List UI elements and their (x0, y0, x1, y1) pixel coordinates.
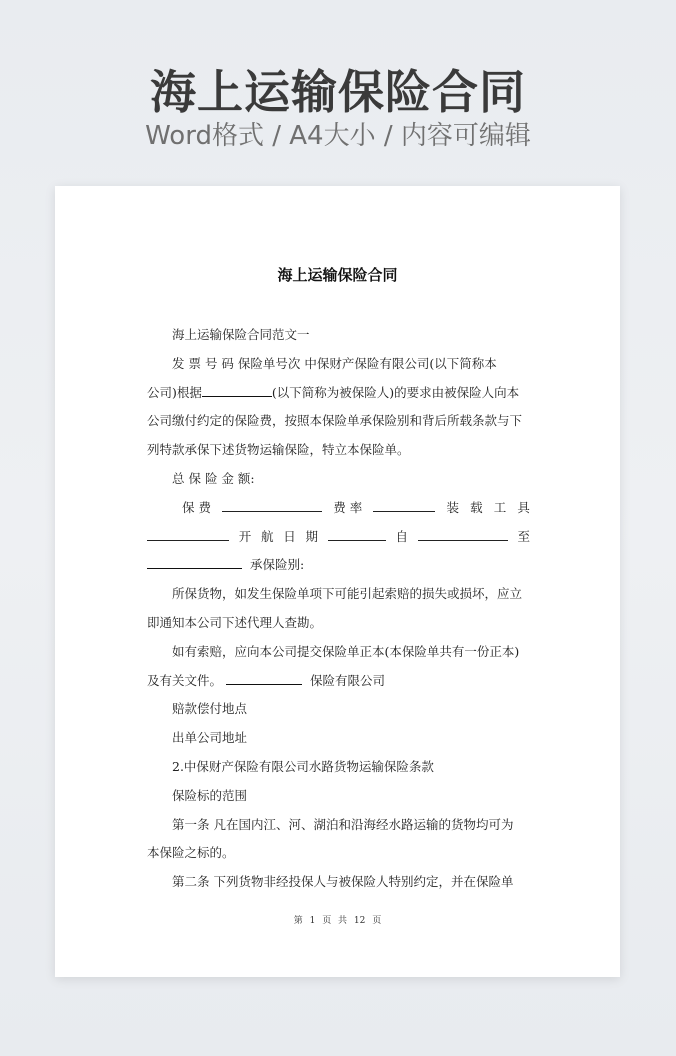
paragraph-line: 所保货物，如发生保险单项下可能引起索赔的损失或损坏，应立 (172, 586, 523, 602)
label-char: 装 (446, 499, 459, 515)
paragraph-line: 赔款偿付地点 (172, 701, 248, 717)
paragraph-line: 列特款承保下述货物运输保险，特立本保险单。 (147, 442, 410, 458)
banner-title: 海上运输保险合同 (150, 65, 526, 119)
fill-blank[interactable] (373, 497, 435, 512)
fill-blank[interactable] (328, 526, 386, 541)
line-text: 公司)根据 (147, 384, 202, 400)
fill-blank[interactable] (222, 497, 322, 512)
paragraph-line: 海上运输保险合同范文一 (172, 327, 310, 342)
line-text: 及有关文件。 (147, 672, 223, 688)
label-from: 自 (395, 528, 408, 544)
label-char: 期 (305, 528, 318, 544)
label-premium: 保 费 (182, 499, 211, 515)
page-footer: 第 1 页 共 12 页 (293, 916, 382, 926)
form-row-sailing (147, 523, 530, 552)
fill-blank[interactable] (418, 526, 508, 541)
banner-subtitle: Word格式 / A4大小 / 内容可编辑 (145, 121, 531, 151)
label-rate: 费 率 (333, 499, 363, 515)
paragraph-line: 第二条 下列货物非经投保人与被保险人特别约定，并在保险单 (172, 874, 514, 890)
fill-blank[interactable] (202, 382, 272, 397)
paragraph-line: 本保险之标的。 (147, 845, 235, 861)
label-char: 开 (238, 528, 252, 544)
label-char: 工 (493, 499, 507, 515)
line-text: 承保险别: (249, 557, 305, 573)
label-char: 日 (283, 528, 296, 544)
paragraph-line: 发 票 号 码 保险单号次 中保财产保险有限公司(以下简称本 (172, 355, 497, 371)
fill-blank[interactable] (147, 554, 242, 569)
paragraph-line: 总 保 险 金 额: (172, 470, 255, 486)
fill-blank[interactable] (226, 670, 302, 685)
paragraph-line (147, 667, 530, 696)
paragraph-line: 出单公司地址 (172, 730, 248, 746)
paragraph-line (147, 379, 530, 408)
paragraph-line: 第一条 凡在国内江、河、湖泊和沿海经水路运输的货物均可为 (172, 816, 514, 832)
paragraph-line: 2.中保财产保险有限公司水路货物运输保险条款 (172, 758, 434, 774)
line-text: 保险有限公司 (309, 672, 385, 688)
form-row-premium (147, 494, 530, 523)
label-to: 至 (517, 528, 530, 544)
label-char: 具 (517, 499, 530, 515)
line-text: (以下简称为被保险人)的要求由被保险人向本 (271, 384, 520, 400)
fill-blank[interactable] (147, 526, 229, 541)
paragraph-line (147, 551, 530, 580)
label-char: 航 (260, 528, 274, 544)
document-body (147, 321, 530, 897)
document-title: 海上运输保险合同 (277, 266, 398, 284)
document-page (55, 186, 620, 977)
paragraph-line: 如有索赔，应向本公司提交保险单正本(本保险单共有一份正本) (172, 643, 520, 659)
paragraph-line: 公司缴付约定的保险费，按照本保险单承保险别和背后所载条款与下 (147, 413, 523, 429)
label-char: 载 (470, 499, 483, 515)
paragraph-line: 即通知本公司下述代理人查勘。 (147, 614, 323, 630)
paragraph-line: 保险标的范围 (172, 787, 248, 803)
